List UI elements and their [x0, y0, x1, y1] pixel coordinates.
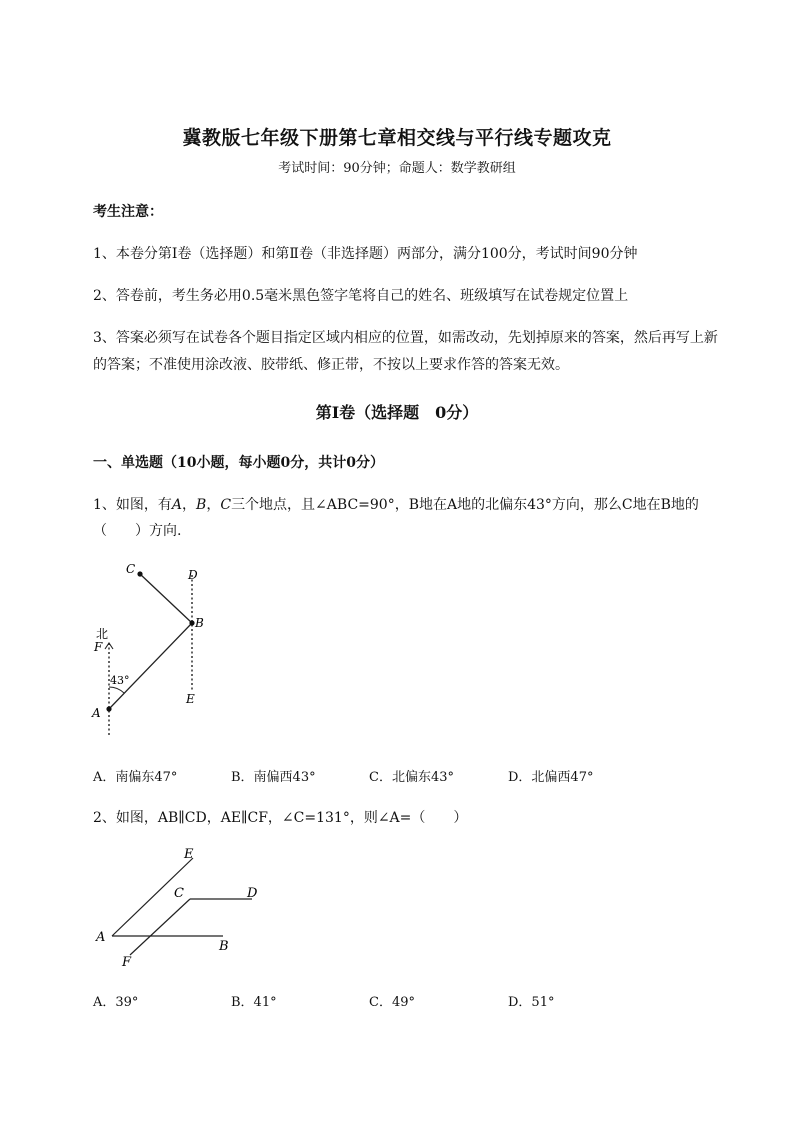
- label-e: E: [184, 847, 194, 862]
- angle-arc: [109, 687, 124, 693]
- segment-ab: [109, 623, 192, 709]
- q1-stem-text-rest: 三个地点，且∠ABC=90°，B地在A地的北偏东43°方向，那么C地在B地的: [231, 497, 699, 513]
- q1-option-d[interactable]: D．北偏西47°: [508, 770, 594, 785]
- label-north: 北: [96, 627, 109, 641]
- q1-point-c: C: [220, 497, 232, 513]
- question-1-stem-line2: （ ）方向.: [93, 523, 182, 539]
- q2-option-c[interactable]: C．49°: [369, 995, 415, 1010]
- notice-item-3-cont: 的答案；不准使用涂改液、胶带纸、修正带，不按以上要求作答的答案无效。: [93, 357, 569, 373]
- q2-option-d[interactable]: D．51°: [508, 995, 555, 1010]
- line-cf: [130, 899, 190, 955]
- q1-option-b[interactable]: B．南偏西43°: [231, 770, 316, 785]
- q1-sep: ，: [206, 497, 221, 513]
- question-2-figure: [90, 842, 270, 972]
- label-c: C: [126, 562, 136, 576]
- q2-option-b[interactable]: B．41°: [231, 995, 277, 1010]
- exam-title: 冀教版七年级下册第七章相交线与平行线专题攻克: [182, 127, 612, 149]
- q1-sep: ，: [182, 497, 197, 513]
- notice-heading: 考生注意：: [93, 204, 163, 220]
- label-d: D: [188, 568, 198, 582]
- notice-item-2: 2、答卷前，考生务必用0.5毫米黑色签字笔将自己的姓名、班级填写在试卷规定位置上: [93, 288, 629, 304]
- label-f: F: [94, 640, 103, 654]
- notice-item-1: 1、本卷分第I卷（选择题）和第Ⅱ卷（非选择题）两部分，满分100分，考试时间90分钟: [93, 246, 638, 262]
- point-c: [137, 571, 142, 576]
- exam-subtitle: 考试时间：90分钟；命题人：数学教研组: [278, 161, 516, 176]
- label-e: E: [186, 692, 195, 706]
- point-b: [189, 620, 194, 625]
- question-1-stem: [93, 494, 699, 514]
- segment-bc: [140, 574, 192, 623]
- section-title: 第I卷（选择题 0分）: [315, 403, 479, 422]
- label-d: D: [247, 886, 258, 901]
- q1-point-a: A: [171, 497, 183, 513]
- label-f: F: [122, 955, 132, 970]
- q1-stem-text: 1、如图，有: [93, 497, 172, 513]
- question-1-figure: [88, 555, 218, 745]
- label-c: C: [174, 886, 184, 901]
- part-heading: 一、单选题（10小题，每小题0分，共计0分）: [93, 455, 384, 471]
- q1-point-b: B: [196, 497, 207, 513]
- label-b: B: [195, 616, 204, 630]
- point-a: [106, 706, 111, 711]
- label-angle-43: 43°: [110, 674, 130, 687]
- question-2-stem: 2、如图，AB∥CD，AE∥CF，∠C=131°，则∠A=（ ）: [93, 810, 468, 826]
- q2-option-a[interactable]: A．39°: [93, 995, 139, 1010]
- q1-option-c[interactable]: C．北偏东43°: [369, 770, 454, 785]
- label-a: A: [96, 930, 106, 945]
- notice-item-3: 3、答案必须写在试卷各个题目指定区域内相应的位置，如需改动，先划掉原来的答案，然后再写上新: [93, 330, 718, 346]
- q1-option-a[interactable]: A．南偏东47°: [93, 770, 178, 785]
- label-a: A: [92, 706, 101, 720]
- label-b: B: [219, 939, 229, 954]
